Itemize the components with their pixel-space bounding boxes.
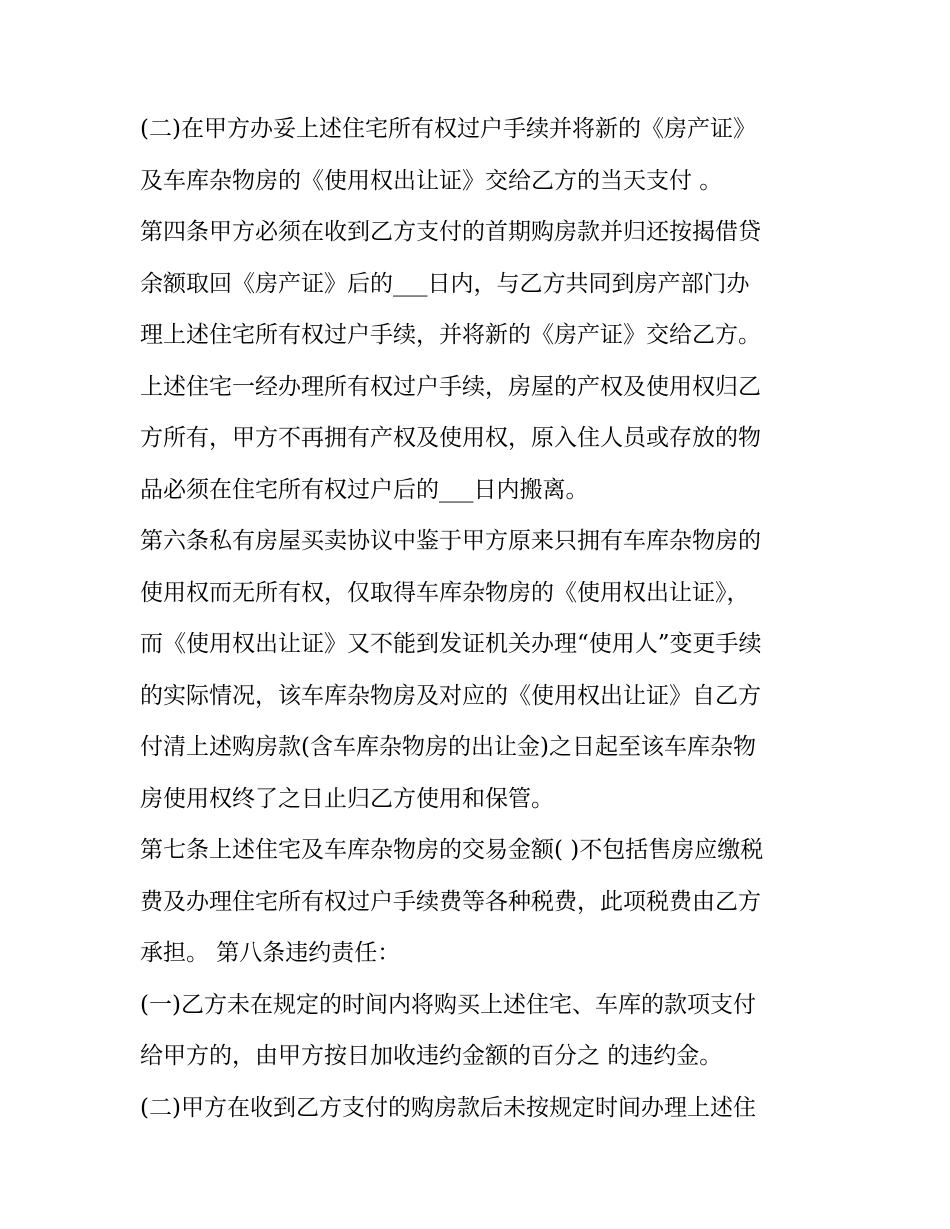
text-line: 第七条上述住宅及车库杂物房的交易金额( )不包括售房应缴税 [140,837,764,863]
text-line: 理上述住宅所有权过户手续，并将新的《房产证》交给乙方。 [140,322,761,348]
text-line: (二)在甲方办妥上述住宅所有权过户手续并将新的《房产证》 [140,116,756,142]
text-line: 余额取回《房产证》后的___日内，与乙方共同到房产部门办 [140,270,750,297]
text-line: 及车库杂物房的《使用权出让证》交给乙方的当天支付 。 [140,167,723,194]
text-line: (一)乙方未在规定的时间内将购买上述住宅、车库的款项支付 [140,991,756,1018]
contract-text [140,104,830,1134]
text-line: (二)甲方在收到乙方支付的购房款后未按规定时间办理上述住 [140,1094,756,1121]
text-line: 房使用权终了之日止归乙方使用和保管。 [140,785,554,812]
text-line: 的实际情况，该车库杂物房及对应的《使用权出让证》自乙方 [140,682,761,709]
text-line: 而《使用权出让证》又不能到发证机关办理“使用人”变更手续 [140,631,762,657]
text-line: 使用权而无所有权，仅取得车库杂物房的《使用权出让证》， [140,579,750,606]
text-line: 付清上述购房款(含车库杂物房的出让金)之日起至该车库杂物 [140,734,756,760]
text-line: 给甲方的，由甲方按日加收违约金额的百分之 的违约金。 [140,1043,723,1069]
text-line: 第四条甲方必须在收到乙方支付的首期购房款并归还按揭借贷 [140,219,761,245]
text-line: 品必须在住宅所有权过户后的___日内搬离。 [140,476,589,503]
text-line: 承担。 第八条违约责任： [140,940,401,966]
text-line: 上述住宅一经办理所有权过户手续，房屋的产权及使用权归乙 [140,373,761,400]
text-line: 费及办理住宅所有权过户手续费等各种税费，此项税费由乙方 [140,888,761,915]
text-line: 第六条私有房屋买卖协议中鉴于甲方原来只拥有车库杂物房的 [140,528,761,554]
text-line: 方所有，甲方不再拥有产权及使用权，原入住人员或存放的物 [140,425,761,451]
